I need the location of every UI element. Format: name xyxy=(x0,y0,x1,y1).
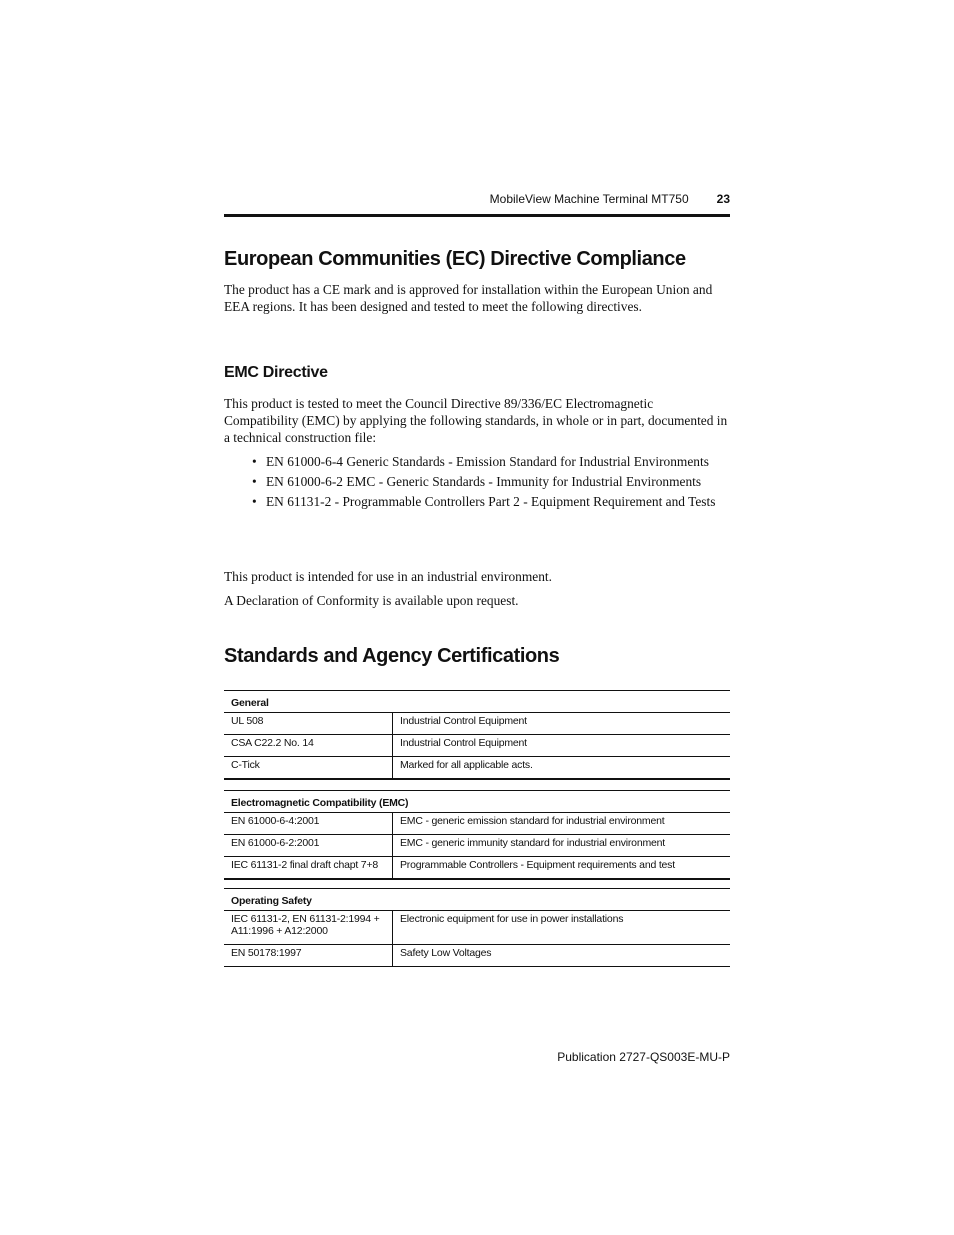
table-row xyxy=(224,713,730,735)
standard-cell: EN 61000-6-4:2001 xyxy=(224,813,393,835)
description-cell: EMC - generic immunity standard for industrial environment xyxy=(393,835,731,857)
page-number: 23 xyxy=(716,192,730,206)
standard-cell: UL 508 xyxy=(224,713,393,735)
declaration-note: A Declaration of Conformity is available upon request. xyxy=(224,593,519,608)
ec-directive-heading: European Communities (EC) Directive Compliance xyxy=(224,248,686,270)
emc-standards-list xyxy=(252,453,730,513)
running-header xyxy=(224,192,730,206)
table-row xyxy=(224,911,730,945)
list-item: • EN 61000-6-2 EMC - Generic Standards - Immunity for Industrial Environments xyxy=(252,474,702,489)
table-row xyxy=(224,757,730,780)
description-cell: Electronic equipment for use in power installations xyxy=(393,911,731,945)
emc-directive-intro: This product is tested to meet the Council Directive 89/336/EC Electromagnetic Compatibility (EMC) by applying the following standards, in whole or in part, documented in a technical construction file: xyxy=(224,396,728,445)
bullet-icon: • xyxy=(252,454,257,469)
description-cell: Industrial Control Equipment xyxy=(393,713,731,735)
emc-certifications-table xyxy=(224,790,730,880)
header-rule xyxy=(224,214,730,217)
table-row xyxy=(224,857,730,880)
description-cell: Marked for all applicable acts. xyxy=(393,757,731,780)
general-certifications-table xyxy=(224,690,730,780)
standard-cell: CSA C22.2 No. 14 xyxy=(224,735,393,757)
bullet-icon: • xyxy=(252,494,257,509)
table-title: General xyxy=(224,691,730,713)
description-cell: Industrial Control Equipment xyxy=(393,735,731,757)
header-title: MobileView Machine Terminal MT750 xyxy=(489,192,689,206)
table-row xyxy=(224,735,730,757)
description-cell: Programmable Controllers - Equipment requirements and test xyxy=(393,857,731,880)
list-item: • EN 61131-2 - Programmable Controllers Part 2 - Equipment Requirement and Tests xyxy=(252,494,716,509)
standard-cell: EN 50178:1997 xyxy=(224,945,393,967)
standard-cell: IEC 61131-2, EN 61131-2:1994 + A11:1996 + A12:2000 xyxy=(224,911,393,945)
standard-cell: IEC 61131-2 final draft chapt 7+8 xyxy=(224,857,393,880)
table-title: Electromagnetic Compatibility (EMC) xyxy=(224,791,730,813)
bullet-icon: • xyxy=(252,474,257,489)
emc-directive-heading: EMC Directive xyxy=(224,364,328,381)
operating-safety-table xyxy=(224,888,730,967)
table-row xyxy=(224,835,730,857)
description-cell: Safety Low Voltages xyxy=(393,945,731,967)
publication-footer: Publication 2727-QS003E-MU-P xyxy=(557,1050,730,1064)
table-row xyxy=(224,813,730,835)
standard-cell: C-Tick xyxy=(224,757,393,780)
standards-heading: Standards and Agency Certifications xyxy=(224,645,560,667)
standard-cell: EN 61000-6-2:2001 xyxy=(224,835,393,857)
list-item: • EN 61000-6-4 Generic Standards - Emission Standard for Industrial Environments xyxy=(252,454,709,469)
ec-directive-intro: The product has a CE mark and is approved for installation within the European Union and EEA regions. It has been designed and tested to meet the following directives. xyxy=(224,282,713,314)
description-cell: EMC - generic emission standard for industrial environment xyxy=(393,813,731,835)
industrial-use-note: This product is intended for use in an industrial environment. xyxy=(224,569,553,584)
table-row xyxy=(224,945,730,967)
table-title: Operating Safety xyxy=(224,889,730,911)
